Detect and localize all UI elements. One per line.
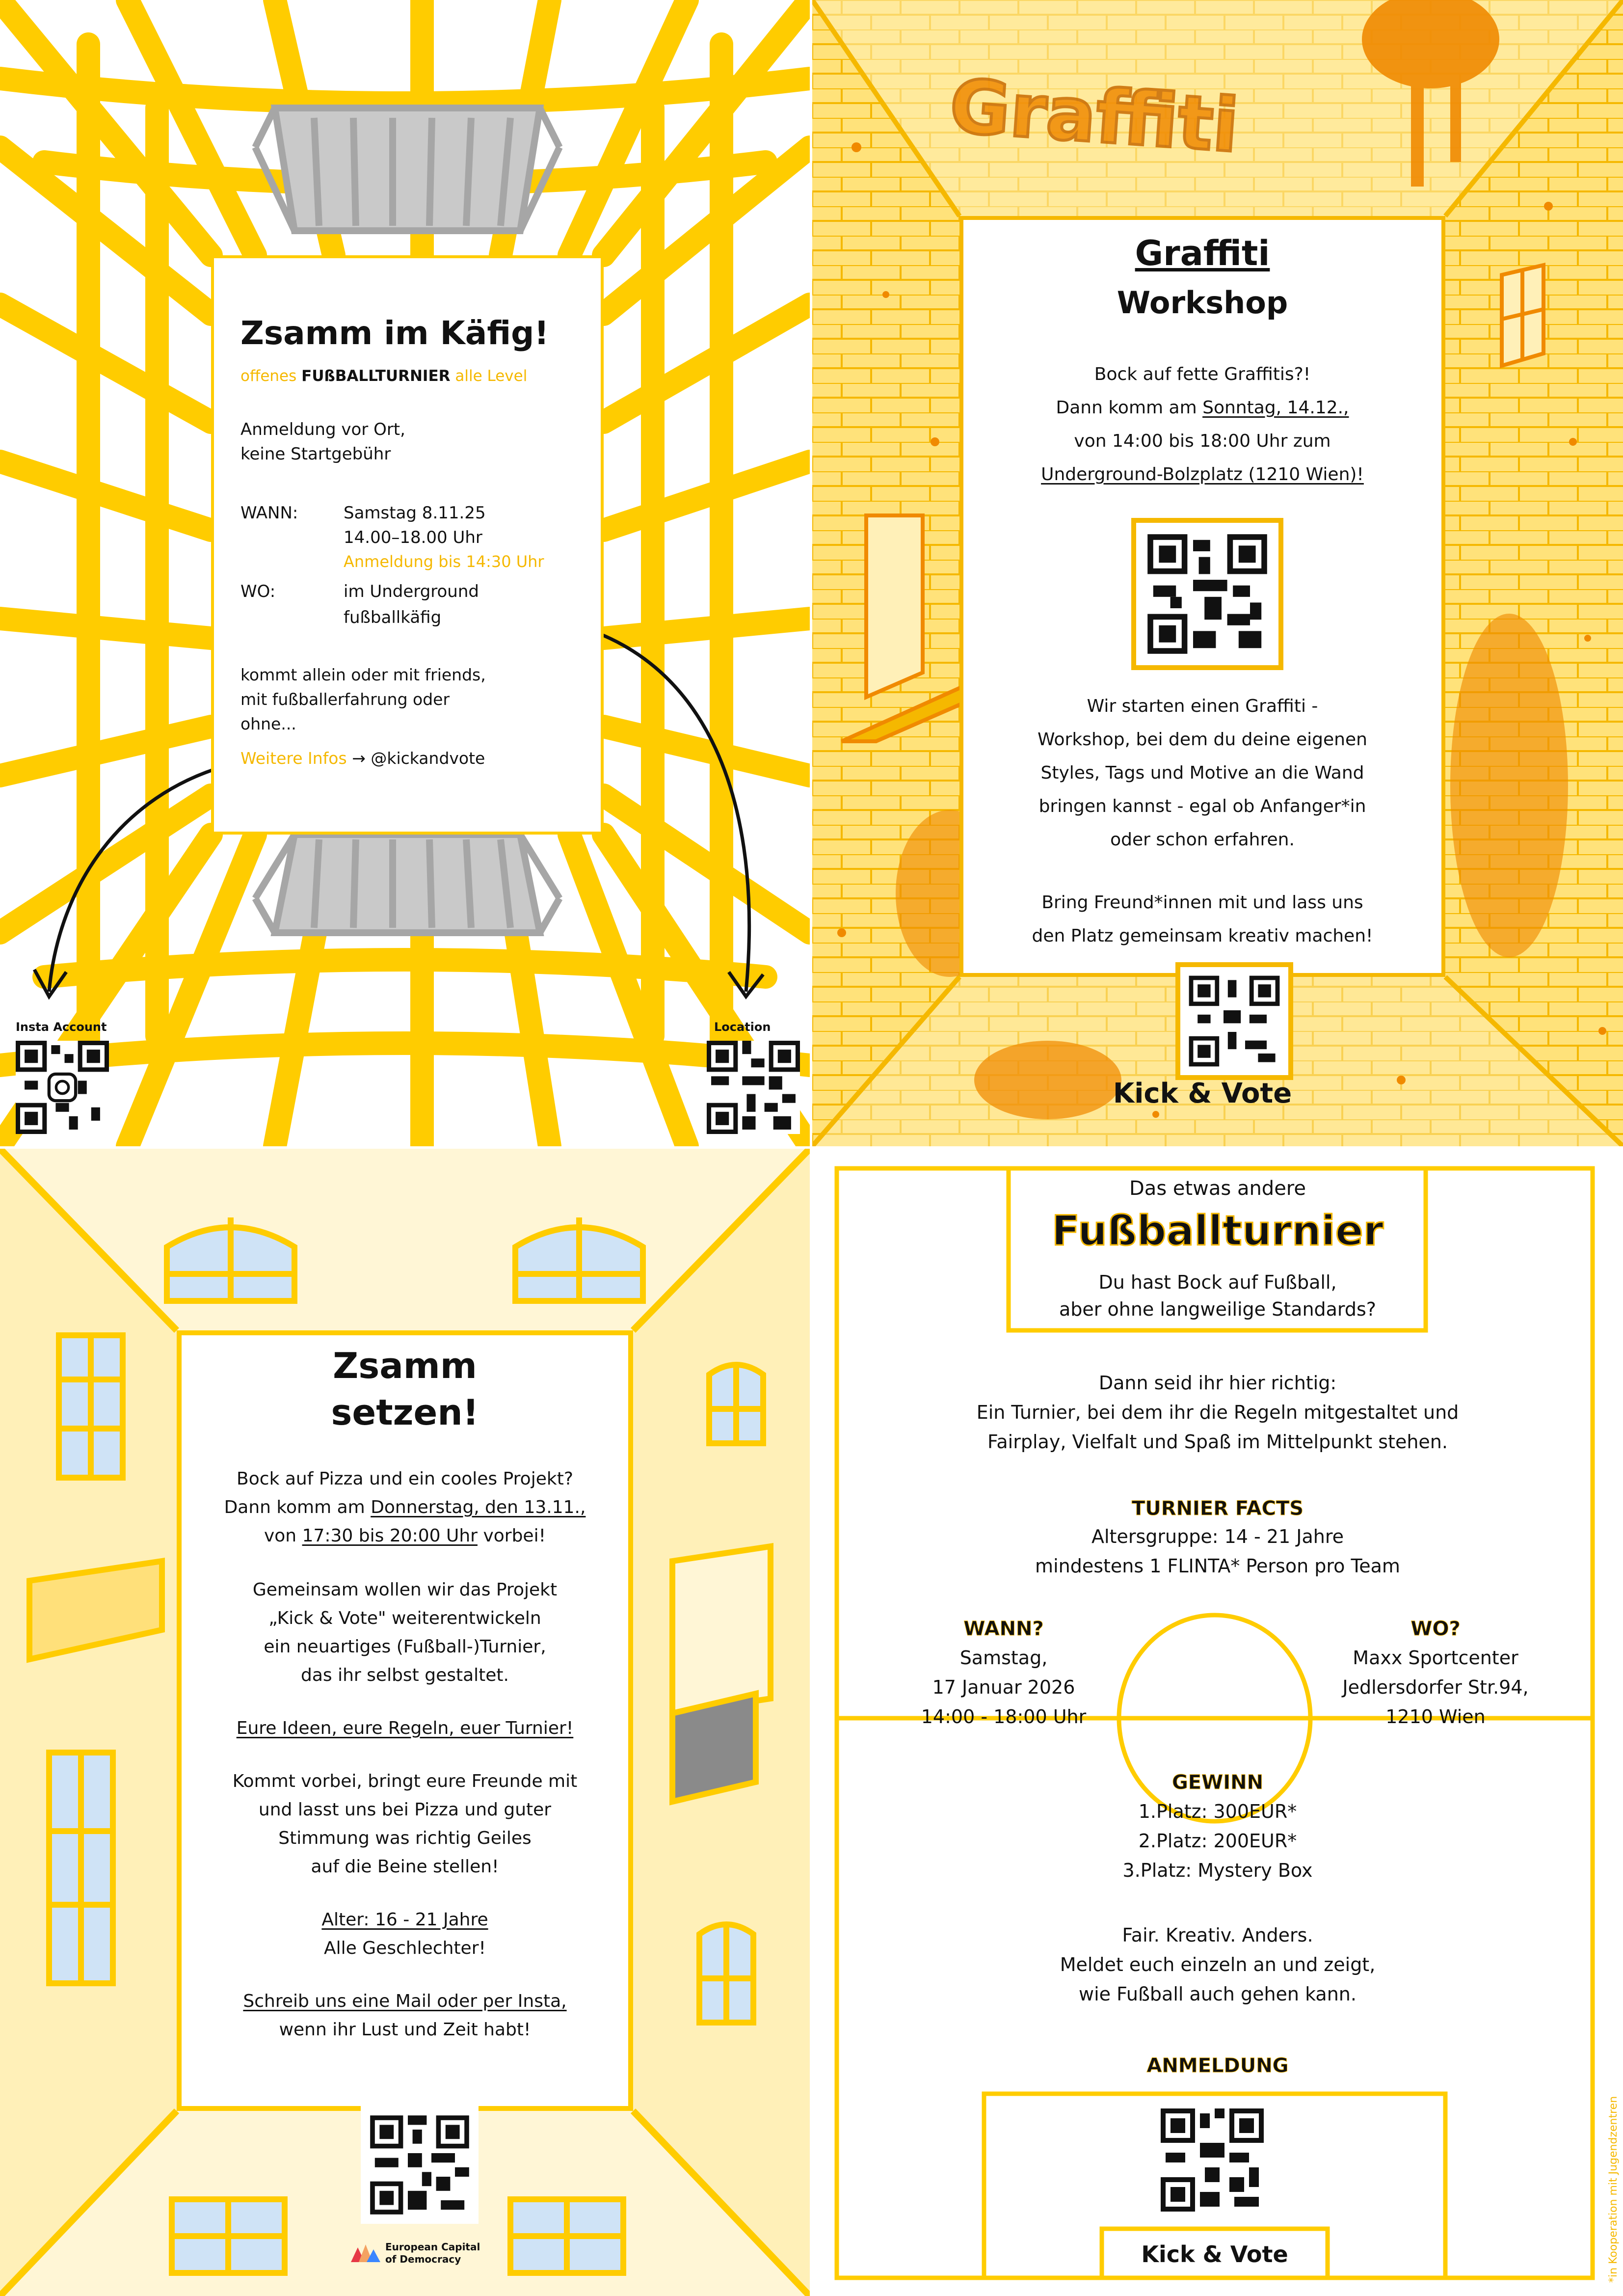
location-qr-code-icon[interactable] bbox=[707, 1041, 800, 1134]
body-line-4: bringen kannst - egal ob Anfanger*in bbox=[1038, 796, 1366, 816]
line-12: auf die Beine stellen! bbox=[311, 1857, 499, 1877]
line-3 bbox=[177, 1526, 633, 1546]
location-qr-label: Location bbox=[714, 1020, 771, 1034]
line-11: Stimmung was richtig Geiles bbox=[278, 1828, 532, 1848]
line-2-pre: Dann komm am bbox=[224, 1497, 365, 1517]
contact-line-1[interactable]: Schreib uns eine Mail oder per Insta, bbox=[243, 1991, 567, 2011]
subtitle-main: FUßBALLTURNIER bbox=[301, 367, 451, 385]
line-10: und lasst uns bei Pizza und guter bbox=[258, 1800, 552, 1820]
body-line-6: Bring Freund*innen mit und lass uns bbox=[1041, 892, 1363, 913]
arrow-right-icon: → bbox=[352, 749, 366, 768]
facts-line-1: Altersgruppe: 14 - 21 Jahre bbox=[1091, 1526, 1344, 1547]
line-3-pre: von bbox=[264, 1526, 297, 1546]
insta-handle-link[interactable]: @kickandvote bbox=[371, 749, 485, 768]
page-title: Graffiti bbox=[1135, 233, 1270, 273]
subtitle-line-1: Du hast Bock auf Fußball, bbox=[1098, 1271, 1337, 1293]
panel-kaefig bbox=[0, 0, 810, 1146]
page-title: Fußballturnier bbox=[1051, 1207, 1384, 1255]
where-line-2: Jedlersdorfer Str.94, bbox=[1342, 1676, 1529, 1698]
subtitle-pre: offenes bbox=[240, 367, 297, 385]
body-line-3: ohne... bbox=[240, 714, 296, 733]
body-line-3: Styles, Tags und Motive an die Wand bbox=[1040, 763, 1364, 783]
intro-line-3: Fairplay, Vielfalt und Spaß im Mittelpunkt stehen. bbox=[987, 1431, 1448, 1453]
gender-note: Alle Geschlechter! bbox=[324, 1938, 486, 1958]
when-line-1: Samstag, bbox=[959, 1647, 1048, 1669]
registration-line-1: Anmeldung vor Ort, bbox=[240, 420, 405, 439]
when-label: WANN: bbox=[240, 503, 298, 523]
body-line-2: Workshop, bei dem du deine eigenen bbox=[1038, 729, 1367, 750]
age-range: Alter: 16 - 21 Jahre bbox=[321, 1910, 488, 1930]
subtitle-post: alle Level bbox=[455, 367, 528, 385]
where-line-1: Maxx Sportcenter bbox=[1353, 1647, 1518, 1669]
line-1: Bock auf Pizza und ein cooles Projekt? bbox=[237, 1469, 573, 1489]
logo-text-line-2: of Democracy bbox=[385, 2253, 461, 2265]
intro-line-2: Ein Turnier, bei dem ihr die Regeln mitgestaltet und bbox=[976, 1402, 1459, 1423]
page-subtitle: Workshop bbox=[1117, 285, 1288, 321]
facts-heading: TURNIER FACTS bbox=[1131, 1497, 1304, 1520]
body-line-2: mit fußballerfahrung oder bbox=[240, 690, 450, 709]
where-line-2: fußballkäfig bbox=[344, 608, 442, 627]
insta-qr-label: Insta Account bbox=[16, 1020, 107, 1034]
brand-qr-code-icon[interactable] bbox=[1175, 962, 1293, 1080]
line-4: Gemeinsam wollen wir das Projekt bbox=[252, 1580, 558, 1600]
intro-line-3: von 14:00 bis 18:00 Uhr zum bbox=[1074, 431, 1331, 451]
body-line-7: den Platz gemeinsam kreativ machen! bbox=[1032, 926, 1373, 946]
panel-graffiti bbox=[812, 0, 1623, 1146]
line-3-post: vorbei! bbox=[483, 1526, 546, 1546]
contact-line-2: wenn ihr Lust und Zeit habt! bbox=[279, 2020, 531, 2040]
wall-graffiti-tag: Graffiti bbox=[947, 63, 1242, 169]
page-title-line-1: Zsamm bbox=[333, 1345, 477, 1386]
closing-line-3: wie Fußball auch gehen kann. bbox=[1079, 1983, 1357, 2005]
workshop-location: Underground-Bolzplatz (1210 Wien)! bbox=[1041, 464, 1364, 485]
panel-zsamm-setzen bbox=[0, 1149, 810, 2296]
where-line-3: 1210 Wien bbox=[1385, 1706, 1486, 1728]
line-2 bbox=[177, 1497, 633, 1517]
intro-line-1: Dann seid ihr hier richtig: bbox=[1098, 1372, 1337, 1394]
body-line-5: oder schon erfahren. bbox=[1110, 830, 1295, 850]
line-8: Eure Ideen, eure Regeln, euer Turnier! bbox=[236, 1718, 574, 1738]
brand-label: Kick & Vote bbox=[1141, 2241, 1288, 2268]
when-line-3: 14:00 - 18:00 Uhr bbox=[921, 1706, 1087, 1728]
panel-fussballturnier bbox=[812, 1149, 1623, 2296]
prize-line-1: 1.Platz: 300EUR* bbox=[1138, 1801, 1297, 1822]
subtitle-line-2: aber ohne langweilige Standards? bbox=[1059, 1298, 1376, 1320]
when-line-2: 17 Januar 2026 bbox=[932, 1676, 1075, 1698]
prize-line-3: 3.Platz: Mystery Box bbox=[1122, 1860, 1313, 1881]
meeting-time: 17:30 bis 20:00 Uhr bbox=[302, 1526, 478, 1546]
signup-qr-code-icon[interactable] bbox=[1151, 2099, 1274, 2221]
when-date: Samstag 8.11.25 bbox=[344, 503, 486, 523]
where-line-1: im Underground bbox=[344, 582, 479, 601]
kicker: Das etwas andere bbox=[1129, 1177, 1306, 1200]
body-line-1: Wir starten einen Graffiti - bbox=[1087, 696, 1318, 716]
brand-label: Kick & Vote bbox=[1113, 1078, 1292, 1109]
line-5: „Kick & Vote" weiterentwickeln bbox=[268, 1608, 541, 1628]
line-7: das ihr selbst gestaltet. bbox=[300, 1665, 509, 1685]
prize-heading: GEWINN bbox=[1171, 1771, 1264, 1794]
where-heading: WO? bbox=[1410, 1618, 1461, 1640]
intro-line-2 bbox=[959, 398, 1445, 418]
page-title-line-2: setzen! bbox=[331, 1392, 479, 1433]
more-info-label: Weitere Infos bbox=[240, 749, 347, 768]
meeting-date: Donnerstag, den 13.11., bbox=[371, 1497, 586, 1517]
where-label: WO: bbox=[240, 582, 276, 601]
line-9: Kommt vorbei, bringt eure Freunde mit bbox=[232, 1771, 578, 1791]
subtitle bbox=[240, 367, 527, 385]
registration-line-2: keine Startgebühr bbox=[240, 444, 391, 464]
workshop-date: Sonntag, 14.12., bbox=[1202, 398, 1349, 418]
when-heading: WANN? bbox=[963, 1618, 1044, 1640]
facts-line-2: mindestens 1 FLINTA* Person pro Team bbox=[1035, 1555, 1400, 1577]
closing-line-1: Fair. Kreativ. Anders. bbox=[1122, 1924, 1313, 1946]
prize-line-2: 2.Platz: 200EUR* bbox=[1138, 1830, 1297, 1852]
more-info-line[interactable] bbox=[240, 749, 485, 768]
body-line-1: kommt allein oder mit friends, bbox=[240, 665, 486, 684]
line-6: ein neuartiges (Fußball-)Turnier, bbox=[264, 1637, 546, 1657]
page-title: Zsamm im Käfig! bbox=[240, 314, 549, 352]
side-note: *in Kooperation mit Jugendzentren bbox=[1607, 2096, 1620, 2283]
intro-line-2-pre: Dann komm am bbox=[1056, 398, 1197, 418]
closing-line-2: Meldet euch einzeln an und zeigt, bbox=[1060, 1954, 1376, 1975]
logo-text-line-1: European Capital bbox=[385, 2241, 480, 2253]
signup-heading: ANMELDUNG bbox=[1146, 2054, 1289, 2077]
when-time: 14.00–18.00 Uhr bbox=[344, 528, 482, 547]
intro-line-1: Bock auf fette Graffitis?! bbox=[1094, 364, 1311, 384]
insta-qr-code-icon[interactable] bbox=[16, 1041, 109, 1134]
european-capital-logo-icon bbox=[351, 2242, 380, 2262]
workshop-qr-code-icon[interactable] bbox=[1131, 518, 1283, 670]
contact-qr-code-icon[interactable] bbox=[361, 2106, 479, 2224]
when-note: Anmeldung bis 14:30 Uhr bbox=[344, 552, 544, 571]
